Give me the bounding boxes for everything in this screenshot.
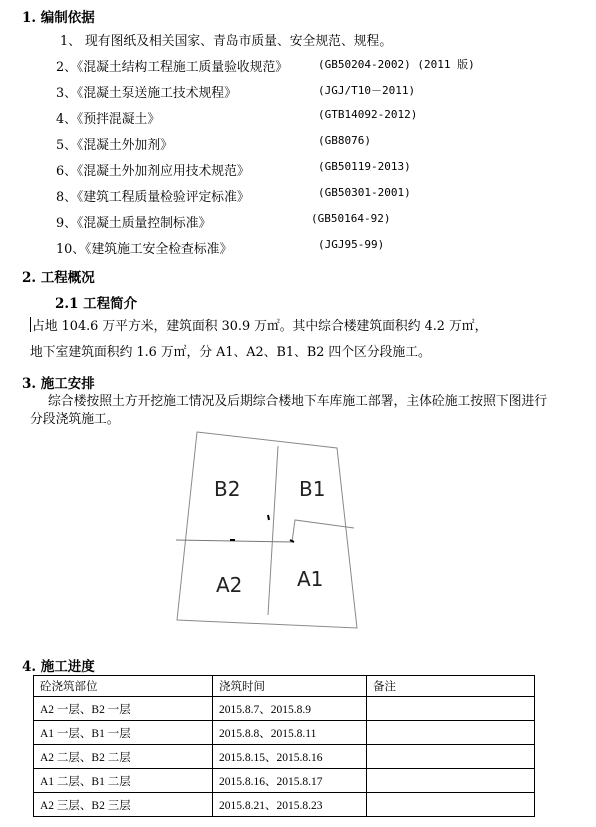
reference-text: 5、《混凝土外加剂》 <box>56 138 173 153</box>
project-overview <box>30 314 575 366</box>
divider-b1-a1 <box>292 520 354 542</box>
table-cell <box>367 793 535 817</box>
zone-division-diagram <box>172 430 362 635</box>
reference-text: 4、《预拌混凝土》 <box>56 112 161 127</box>
reference-text: 1、 现有图纸及相关国家、青岛市质量、安全规范、规程。 <box>60 34 393 49</box>
table-cell: A1 二层、B1 二层 <box>34 769 213 793</box>
reference-code: (GB50204-2002) (2011 版) <box>318 58 475 71</box>
reference-item <box>56 56 475 75</box>
table-cell: A1 一层、B1 一层 <box>34 721 213 745</box>
reference-item <box>56 82 416 101</box>
table-header-row <box>34 676 535 697</box>
table-cell <box>367 697 535 721</box>
table-cell: A2 一层、B2 一层 <box>34 697 213 721</box>
reference-code: (JGJ/T10－2011) <box>318 84 416 97</box>
column-header: 备注 <box>367 676 535 697</box>
reference-text: 9、《混凝土质量控制标准》 <box>56 216 212 231</box>
reference-item <box>56 160 411 179</box>
table-row <box>34 793 535 817</box>
section-1-title: 1. 编制依据 <box>22 10 95 26</box>
reference-code: (GB8076) <box>318 134 371 147</box>
overview-line: 占地 104.6 万平方米，建筑面积 30.9 万㎡。其中综合楼建筑面积约 4.2 万㎡， <box>32 319 488 334</box>
zone-label-b2: B2 <box>214 477 241 501</box>
reference-code: (GB50119-2013) <box>318 160 411 173</box>
section-4-title: 4. 施工进度 <box>22 659 95 675</box>
section-2-1-title: 2.1 工程简介 <box>55 296 138 312</box>
reference-text: 3、《混凝土泵送施工技术规程》 <box>56 86 237 101</box>
reference-text: 2、《混凝土结构工程施工质量验收规范》 <box>56 60 289 75</box>
table-row <box>34 745 535 769</box>
table-cell: A2 二层、B2 二层 <box>34 745 213 769</box>
reference-item <box>56 186 411 205</box>
zone-label-a2: A2 <box>216 573 243 597</box>
schedule-table <box>33 675 535 817</box>
zone-label-b1: B1 <box>299 477 326 501</box>
construction-arrangement: 综合楼按照土方开挖施工情况及后期综合楼地下车库施工部署，主体砼施工按照下图进行分段浇筑施工。 <box>30 394 548 427</box>
table-row <box>34 769 535 793</box>
reference-text: 8、《建筑工程质量检验评定标准》 <box>56 190 250 205</box>
table-cell: A2 三层、B2 三层 <box>34 793 213 817</box>
reference-text: 10、《建筑施工安全检查标准》 <box>56 242 233 257</box>
table-cell: 2015.8.21、2015.8.23 <box>213 793 367 817</box>
table-cell: 2015.8.16、2015.8.17 <box>213 769 367 793</box>
reference-text: 6、《混凝土外加剂应用技术规范》 <box>56 164 250 179</box>
table-row <box>34 697 535 721</box>
table-cell <box>367 721 535 745</box>
reference-code: (GB50164-92) <box>311 212 391 225</box>
reference-item <box>56 108 418 127</box>
table-cell <box>367 769 535 793</box>
reference-code: (GB50301-2001) <box>318 186 411 199</box>
joint-mark <box>268 515 269 520</box>
site-outline <box>177 432 357 628</box>
table-row <box>34 721 535 745</box>
table-cell: 2015.8.7、2015.8.9 <box>213 697 367 721</box>
section-3-title: 3. 施工安排 <box>22 376 95 392</box>
column-header: 砼浇筑部位 <box>34 676 213 697</box>
zone-label-a1: A1 <box>297 567 324 591</box>
table-cell <box>367 745 535 769</box>
reference-item <box>56 238 385 257</box>
reference-item <box>60 30 392 49</box>
table-cell: 2015.8.8、2015.8.11 <box>213 721 367 745</box>
reference-code: (JGJ95-99) <box>318 238 385 251</box>
overview-line: 地下室建筑面积约 1.6 万㎡，分 A1、A2、B1、B2 四个区分段施工。 <box>30 345 431 360</box>
column-header: 浇筑时间 <box>213 676 367 697</box>
table-cell: 2015.8.15、2015.8.16 <box>213 745 367 769</box>
reference-item <box>56 212 391 231</box>
reference-code: (GTB14092-2012) <box>318 108 418 121</box>
divider-b2-b1 <box>268 446 278 615</box>
reference-item <box>56 134 371 153</box>
text-cursor <box>30 317 31 332</box>
section-2-title: 2. 工程概况 <box>22 270 95 286</box>
